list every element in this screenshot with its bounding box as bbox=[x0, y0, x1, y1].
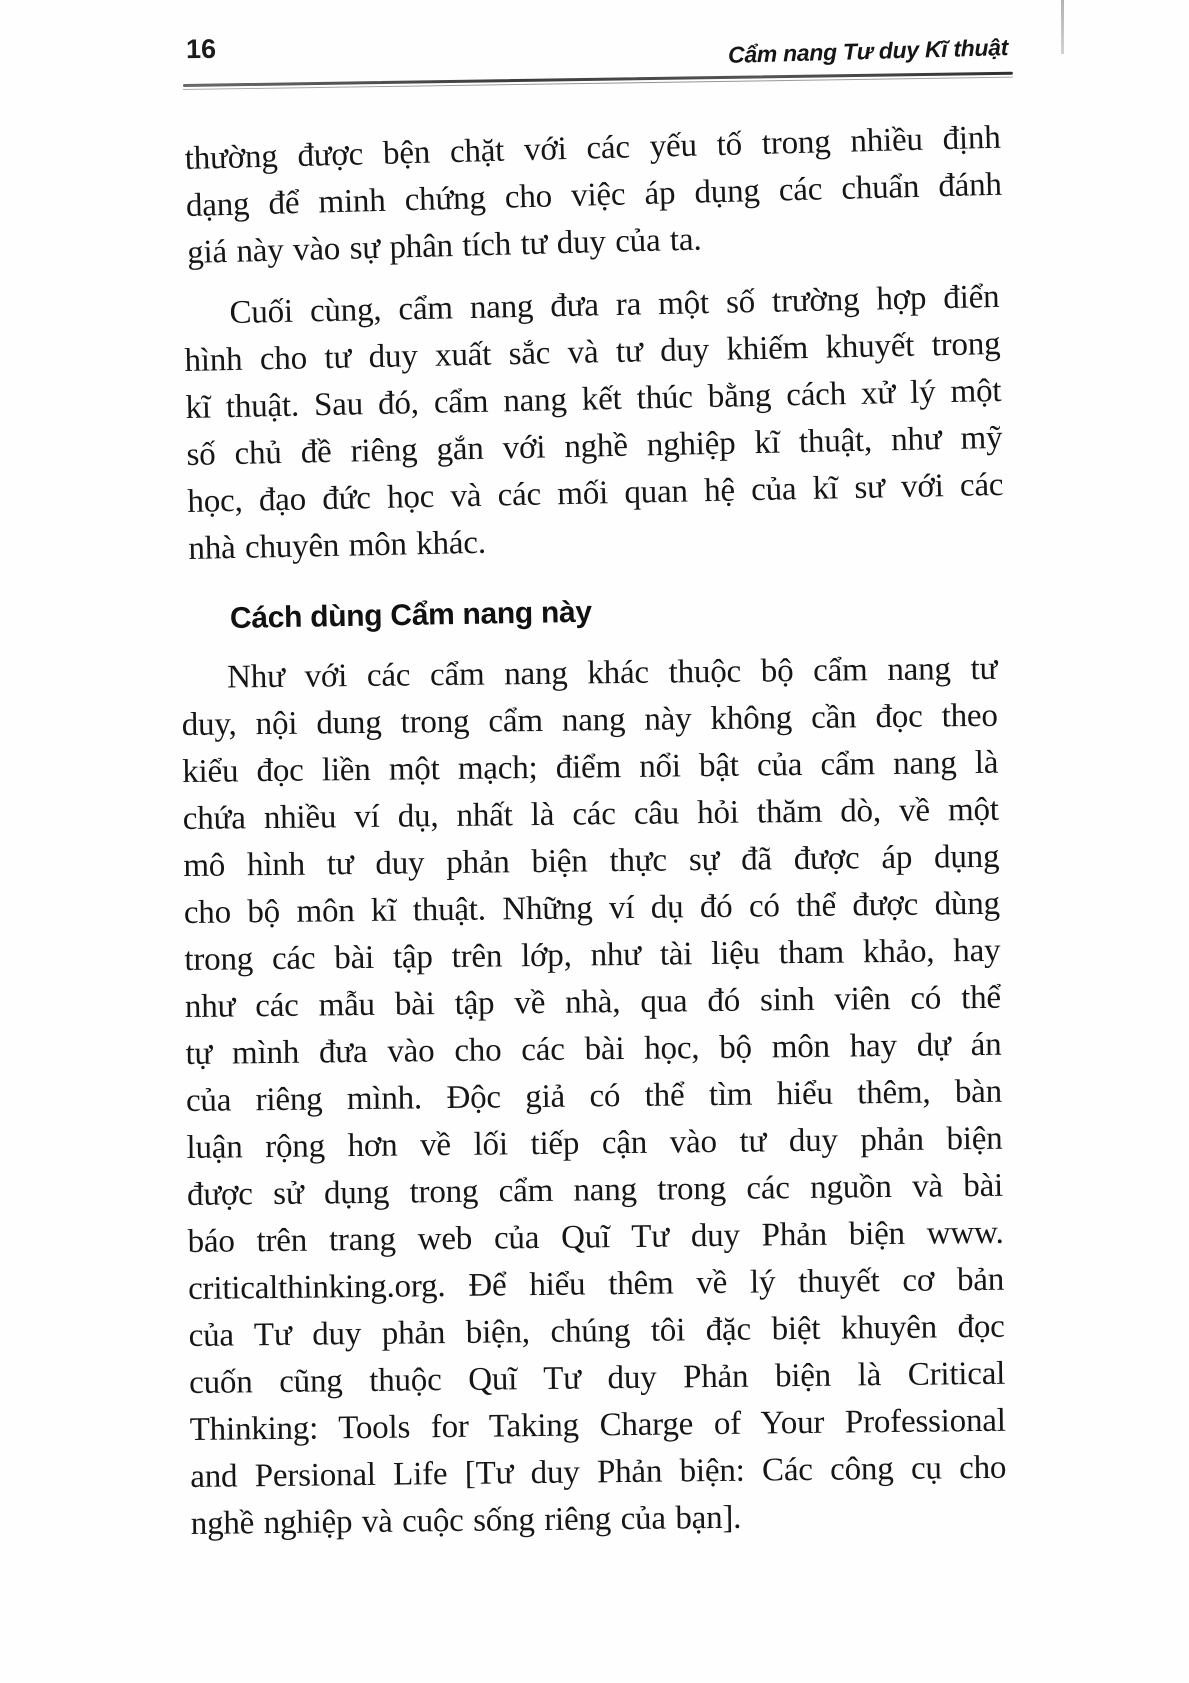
scan-artifact-line bbox=[1061, 0, 1064, 54]
text-line: nghề nghiệp và cuộc sống riêng của bạn]. bbox=[190, 1499, 742, 1542]
text-line: chứa nhiều ví dụ, nhất là các câu hỏi thăm dò, về một bbox=[182, 791, 999, 838]
text-line: của riêng mình. Độc giả có thể tìm hiểu thêm, bàn bbox=[185, 1073, 1003, 1119]
running-title: Cẩm nang Tư duy Kĩ thuật bbox=[727, 34, 1009, 68]
header-rule bbox=[183, 72, 1013, 91]
text-line: dạng để minh chứng cho việc áp dụng các chuẩn đánh bbox=[185, 166, 1003, 224]
text-line: của Tư duy phản biện, chúng tôi đặc biệt khuyên đọc bbox=[188, 1308, 1005, 1354]
text-line: hình cho tư duy xuất sắc và tư duy khiếm khuyết trong bbox=[184, 325, 1001, 380]
text-line: được sử dụng trong cẩm nang trong các nguồn và bài bbox=[186, 1167, 1004, 1213]
text-line: Thinking: Tools for Taking Charge of Your Professional bbox=[189, 1402, 1006, 1448]
text-line: kiểu đọc liền một mạch; điểm nổi bật của cẩm nang là bbox=[182, 744, 999, 791]
text-line: kĩ thuật. Sau đó, cẩm nang kết thúc bằng cách xử lý một bbox=[185, 372, 1002, 427]
section-heading: Cách dùng Cẩm nang này bbox=[229, 595, 593, 635]
text-line: criticalthinking.org. Để hiểu thêm về lý thuyết cơ bản bbox=[187, 1261, 1005, 1307]
text-line: trong các bài tập trên lớp, như tài liệu tham khảo, hay bbox=[184, 932, 1001, 979]
text-line: tự mình đưa vào cho các bài học, bộ môn hay dự án bbox=[185, 1026, 1002, 1073]
paragraph bbox=[181, 646, 1007, 1548]
page-header bbox=[185, 33, 1009, 68]
text-line: and Persional Life [Tư duy Phản biện: Các công cụ cho bbox=[190, 1449, 1007, 1495]
page-number: 16 bbox=[185, 33, 217, 65]
text-line: luận rộng hơn về lối tiếp cận vào tư duy phản biện bbox=[186, 1120, 1003, 1166]
text-line: Như với các cẩm nang khác thuộc bộ cẩm nang tư bbox=[226, 650, 998, 696]
text-line: cho bộ môn kĩ thuật. Những ví dụ đó có thể được dùng bbox=[183, 885, 1001, 932]
text-line: nhà chuyên môn khác. bbox=[188, 524, 487, 567]
text-line: số chủ đề riêng gắn với nghề nghiệp kĩ thuật, như mỹ bbox=[186, 419, 1003, 473]
page-body bbox=[181, 119, 1007, 1562]
text-line: mô hình tư duy phản biện thực sự đã được áp dụng bbox=[183, 838, 1000, 885]
text-line: giá này vào sự phân tích tư duy của ta. bbox=[186, 221, 702, 271]
text-line: học, đạo đức học và các mối quan hệ của kĩ sư với các bbox=[187, 466, 1004, 520]
paragraph bbox=[183, 274, 1005, 573]
paragraph bbox=[184, 115, 1003, 277]
text-line: Cuối cùng, cẩm nang đưa ra một số trường hợp điển bbox=[229, 278, 1000, 332]
text-line: báo trên trang web của Quĩ Tư duy Phản biện www. bbox=[187, 1214, 1004, 1260]
text-line: thường được bện chặt với các yếu tố trong nhiều định bbox=[184, 119, 1001, 178]
text-line: duy, nội dung trong cẩm nang này không cần đọc theo bbox=[181, 697, 998, 744]
text-line: cuốn cũng thuộc Quĩ Tư duy Phản biện là Critical bbox=[188, 1355, 1006, 1401]
text-line: như các mẫu bài tập về nhà, qua đó sinh viên có thể bbox=[184, 979, 1002, 1026]
